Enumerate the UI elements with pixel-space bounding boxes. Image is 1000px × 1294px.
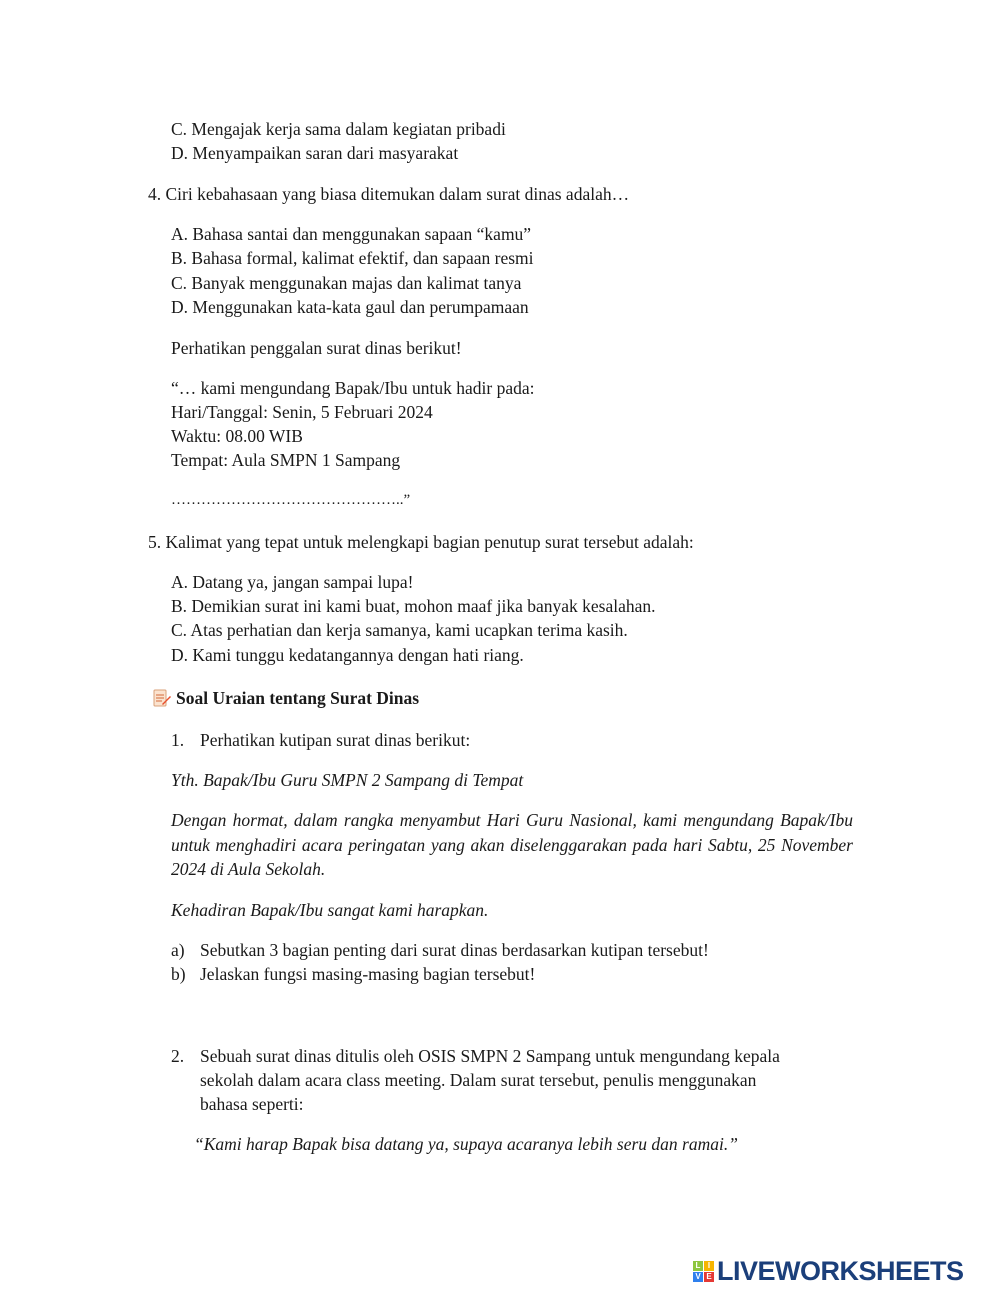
- essay-2-number: 2.: [171, 1046, 185, 1066]
- essay-1: [171, 728, 470, 752]
- sub-text: Sebutkan 3 bagian penting dari surat dinas berdasarkan kutipan tersebut!: [200, 940, 709, 960]
- essay-1-sub-b: [171, 962, 535, 986]
- q3-option-d: D. Menyampaikan saran dari masyarakat: [171, 143, 459, 163]
- live-tiles-icon: [693, 1261, 714, 1282]
- q5-option-d: D. Kami tunggu kedatangannya dengan hati riang.: [171, 645, 524, 665]
- q4-option-a: A. Bahasa santai dan menggunakan sapaan “kamu”: [171, 224, 532, 244]
- q5-question: 5. Kalimat yang tepat untuk melengkapi bagian penutup surat tersebut adalah:: [148, 532, 694, 552]
- q3-option-c: C. Mengajak kerja sama dalam kegiatan pribadi: [171, 119, 506, 139]
- q5-option-a: A. Datang ya, jangan sampai lupa!: [171, 572, 414, 592]
- memo-icon: [152, 688, 172, 708]
- essay-1-text: Perhatikan kutipan surat dinas berikut:: [200, 730, 471, 750]
- logo-tile: L: [693, 1261, 703, 1271]
- letter-address: Yth. Bapak/Ibu Guru SMPN 2 Sampang di Tempat: [171, 770, 524, 790]
- essay-2-line: sekolah dalam acara class meeting. Dalam surat tersebut, penulis menggunakan: [200, 1070, 757, 1090]
- q5-option-c: C. Atas perhatian dan kerja samanya, kami ucapkan terima kasih.: [171, 620, 628, 640]
- q4-option-b: B. Bahasa formal, kalimat efektif, dan sapaan resmi: [171, 248, 534, 268]
- essay-2-line: bahasa seperti:: [200, 1094, 304, 1114]
- q5-option-b: B. Demikian surat ini kami buat, mohon maaf jika banyak kesalahan.: [171, 596, 656, 616]
- excerpt-blank: ………………………………………..”: [171, 492, 411, 508]
- logo-tile: V: [693, 1272, 703, 1282]
- logo-text: LIVEWORKSHEETS: [717, 1256, 964, 1286]
- essay-1-number: 1.: [171, 730, 185, 750]
- q4-option-c: C. Banyak menggunakan majas dan kalimat tanya: [171, 273, 522, 293]
- excerpt-intro: Perhatikan penggalan surat dinas berikut!: [171, 338, 462, 358]
- excerpt-line: Waktu: 08.00 WIB: [171, 426, 303, 446]
- essay-1-sub-a: [171, 938, 709, 962]
- letter-closing: Kehadiran Bapak/Ibu sangat kami harapkan.: [171, 900, 489, 920]
- sub-label: b): [171, 964, 186, 984]
- essay-2-quote: “Kami harap Bapak bisa datang ya, supaya acaranya lebih seru dan ramai.”: [194, 1134, 738, 1154]
- essay-2-line: Sebuah surat dinas ditulis oleh OSIS SMPN 2 Sampang untuk mengundang kepala: [200, 1046, 780, 1066]
- excerpt-line: Hari/Tanggal: Senin, 5 Februari 2024: [171, 402, 433, 422]
- excerpt-line: “… kami mengundang Bapak/Ibu untuk hadir pada:: [171, 378, 535, 398]
- letter-body: Dengan hormat, dalam rangka menyambut Hari Guru Nasional, kami mengundang Bapak/Ibu untuk menghadiri acara peringatan yang akan diselenggarakan pada hari Sabtu, 25 November 2024 di Aula Sekolah.: [171, 810, 853, 879]
- q4-question: 4. Ciri kebahasaan yang biasa ditemukan dalam surat dinas adalah…: [148, 184, 630, 204]
- sub-label: a): [171, 940, 185, 960]
- essay-heading-text: Soal Uraian tentang Surat Dinas: [176, 688, 420, 708]
- excerpt-line: Tempat: Aula SMPN 1 Sampang: [171, 450, 401, 470]
- liveworksheets-logo: [693, 1256, 964, 1287]
- essay-heading: [152, 686, 419, 710]
- q4-option-d: D. Menggunakan kata-kata gaul dan perumpamaan: [171, 297, 529, 317]
- logo-tile: I: [704, 1261, 714, 1271]
- sub-text: Jelaskan fungsi masing-masing bagian tersebut!: [200, 964, 536, 984]
- logo-tile: E: [704, 1272, 714, 1282]
